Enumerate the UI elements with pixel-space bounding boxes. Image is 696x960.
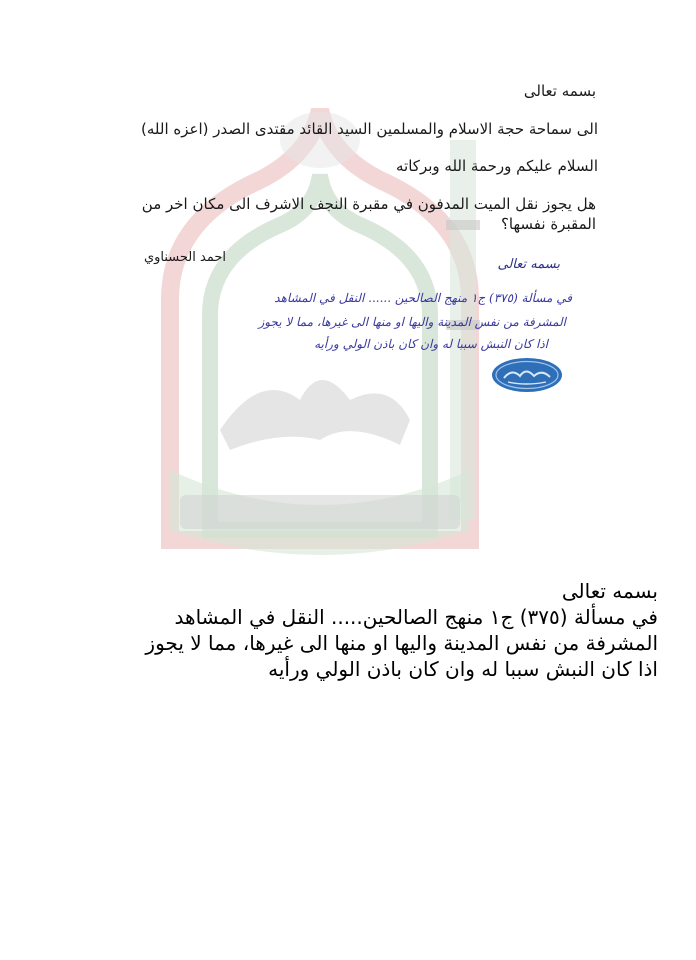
handwritten-basmala: بسمه تعالى xyxy=(497,257,560,272)
transcription-line-2: المشرفة من نفس المدينة واليها او منها الى غيرها، مما لا يجوز xyxy=(145,631,658,655)
letter-question: هل يجوز نقل الميت المدفون في مقبرة النجف الاشرف الى مكان اخر من المقبرة نفسها؟ xyxy=(141,195,596,233)
transcription-line-1: في مسألة (٣٧٥) ج١ منهج الصالحين..... النقل في المشاهد xyxy=(174,605,658,629)
letter-greeting: السلام عليكم ورحمة الله وبركاته xyxy=(396,157,598,175)
handwritten-line-3: اذا كان النبش سببا له وان كان باذن الولي ورأيه xyxy=(314,337,548,351)
letter-sender: احمد الحسناوي xyxy=(143,250,226,265)
letter-basmala: بسمه تعالى xyxy=(523,82,596,100)
seal-stamp xyxy=(490,356,564,394)
handwritten-line-2: المشرفة من نفس المدينة واليها او منها الى غيرها، مما لا يجوز xyxy=(258,315,566,329)
transcription-body xyxy=(64,604,658,682)
transcription-line-3: اذا كان النبش سببا له وان كان باذن الولي ورأيه xyxy=(268,657,658,681)
transcription-basmala: بسمه تعالى xyxy=(561,579,658,603)
handwritten-line-1: في مسألة (٣٧٥) ج١ منهج الصالحين ...... النقل في المشاهد xyxy=(274,291,572,305)
letter-recipient: الى سماحة حجة الاسلام والمسلمين السيد القائد مقتدى الصدر (اعزه الله) xyxy=(141,120,598,138)
